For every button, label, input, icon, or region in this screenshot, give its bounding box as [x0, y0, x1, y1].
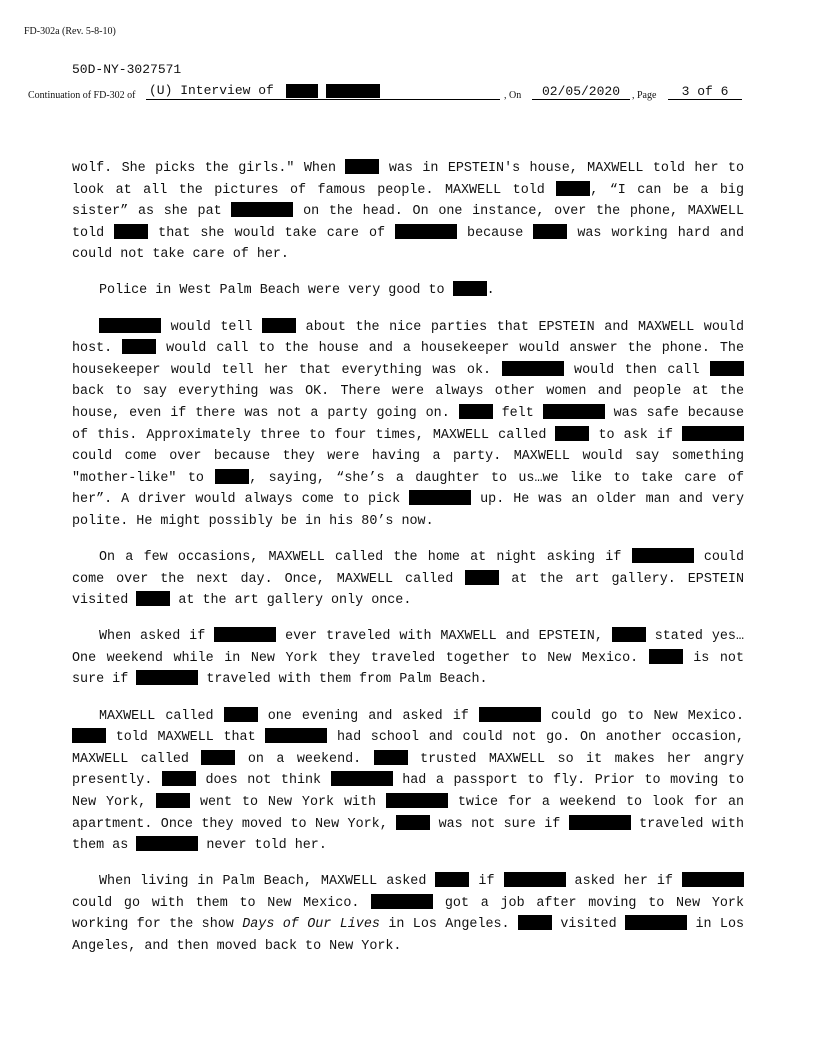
redaction-bar [201, 750, 235, 765]
text-run: trusted MAXWELL so it makes her angry presently. [72, 751, 744, 789]
redaction-bar [682, 872, 744, 887]
redaction-bar [395, 224, 457, 239]
redaction-bar [504, 872, 566, 887]
text-run: about the nice parties that EPSTEIN and MAXWELL would host. [72, 319, 744, 357]
text-run: got a job after moving to New York working for the show [72, 895, 745, 933]
subject-field [146, 84, 500, 100]
redaction-bar [114, 224, 148, 239]
text-run: could go with them to New Mexico. [72, 895, 372, 911]
text-run: back to say everything was OK. There were always other women and people at the house, even if there was not a party going on. [72, 384, 744, 421]
text-run: went to New York with [190, 794, 386, 810]
text-run: wolf. She picks the girls." When [72, 161, 346, 176]
text-run: MAXWELL called [99, 708, 224, 724]
redaction-bar [632, 548, 694, 563]
redaction-bar [224, 707, 258, 722]
text-run: could come over because they were having a party. MAXWELL would say something "mother-like" to [72, 449, 744, 486]
redaction-bar [286, 84, 318, 98]
redaction-bar [465, 570, 499, 585]
redaction-bar [136, 836, 198, 851]
redaction-bar [136, 670, 198, 685]
text-run: When asked if [99, 629, 215, 645]
text-run: is not sure if [72, 650, 744, 688]
form-id: FD-302a (Rev. 5-8-10) [24, 26, 116, 37]
body-paragraph [72, 706, 744, 857]
text-run: ever traveled with MAXWELL and EPSTEIN, [276, 629, 612, 645]
redaction-bar [409, 490, 471, 505]
redaction-bar [122, 339, 156, 354]
body-paragraph [72, 158, 744, 266]
redaction-bar [518, 915, 552, 930]
continuation-line [28, 84, 748, 104]
redaction-bar [214, 627, 276, 642]
redaction-bar [710, 361, 744, 376]
text-run: in Los Angeles. [379, 917, 518, 933]
redaction-bar [99, 318, 161, 333]
body-paragraph [72, 280, 744, 302]
subject-text: (U) Interview of [149, 83, 274, 98]
redaction-bar [156, 793, 190, 808]
redaction-bar [453, 281, 487, 296]
text-run: felt [492, 405, 543, 421]
redaction-bar [502, 361, 564, 376]
redaction-bar [371, 894, 433, 909]
redaction-bar [612, 627, 646, 642]
text-run: on a weekend. [235, 751, 374, 767]
redaction-bar [556, 181, 590, 196]
redaction-bar [136, 591, 170, 606]
redaction-bar [396, 815, 430, 830]
text-run: never told her. [198, 838, 327, 854]
redaction-bar [326, 84, 380, 98]
on-label: , On [504, 90, 522, 101]
redaction-bar [386, 793, 448, 808]
date-field [532, 84, 630, 100]
text-run: on the head. On one instance, over the phone, MAXWELL told [72, 204, 744, 241]
text-run: visited [551, 917, 626, 933]
document-body [72, 158, 744, 972]
text-run: , “I can be a big sister” as she pat [72, 182, 745, 220]
text-run: one evening and asked if [257, 708, 479, 724]
redaction-bar [215, 469, 249, 484]
continuation-label: Continuation of FD-302 of [28, 90, 136, 101]
text-run: traveled with them as [72, 816, 744, 854]
text-run: because [457, 225, 534, 241]
text-run: was not sure if [430, 816, 569, 832]
date-text: 02/05/2020 [541, 84, 620, 99]
text-run: could go to New Mexico. [540, 708, 744, 724]
redaction-bar [162, 771, 196, 786]
text-run: told MAXWELL that [106, 730, 266, 746]
redaction-bar [555, 426, 589, 441]
text-run: was in EPSTEIN's house, MAXWELL told her to look at all the pictures of famous people. MAXWELL told [72, 161, 744, 198]
text-run: was safe because of this. Approximately three to four times, MAXWELL called [72, 405, 744, 443]
text-run: On a few occasions, MAXWELL called the home at night asking if [99, 550, 632, 565]
page-field [668, 84, 742, 100]
text-run: would tell [161, 319, 263, 335]
body-paragraph [72, 626, 744, 691]
text-run: Police in West Palm Beach were very good to [99, 283, 453, 299]
text-run: stated yes…One weekend while in New York they traveled together to New Mexico. [72, 629, 745, 666]
text-run: twice for a weekend to look for an apartment. Once they moved to New York, [72, 794, 745, 832]
redaction-bar [459, 404, 493, 419]
redaction-bar [265, 728, 327, 743]
page-number: 3 of 6 [681, 84, 729, 99]
text-run: if [469, 874, 504, 890]
redaction-bar [435, 872, 469, 887]
italic-title: Days of Our Lives [242, 917, 380, 933]
text-run: traveled with them from Palm Beach. [198, 672, 488, 688]
body-paragraph [72, 547, 744, 612]
redaction-bar [569, 815, 631, 830]
body-paragraph [72, 871, 744, 957]
redaction-bar [262, 318, 296, 333]
redaction-bar [682, 426, 744, 441]
text-run: would call to the house and a housekeeper would answer the phone. The housekeeper would tell her that everything was ok. [72, 341, 745, 378]
redaction-bar [231, 202, 293, 217]
text-run: up. He was an older man and very polite. He might possibly be in his 80’s now. [72, 492, 744, 529]
text-run: . [486, 283, 495, 299]
redaction-bar [331, 771, 393, 786]
text-run: could come over the next day. Once, MAXWELL called [72, 550, 745, 587]
text-run: that she would take care of [148, 225, 396, 241]
redaction-bar [479, 707, 541, 722]
text-run: would then call [563, 362, 710, 378]
text-run: in Los Angeles, and then moved back to New York. [72, 917, 745, 954]
text-run: at the art gallery only once. [170, 593, 412, 609]
page-label: , Page [632, 90, 657, 101]
text-run: had a passport to fly. Prior to moving to New York, [72, 773, 744, 810]
redaction-bar [374, 750, 408, 765]
text-run: does not think [195, 773, 331, 789]
text-run: , saying, “she’s a daughter to us…we like to take care of her”. A driver would always come to pick [72, 470, 744, 508]
body-paragraph [72, 317, 744, 533]
redaction-bar [72, 728, 106, 743]
redaction-bar [533, 224, 567, 239]
text-run: to ask if [589, 427, 682, 443]
redaction-bar [625, 915, 687, 930]
file-number: 50D-NY-3027571 [72, 62, 182, 77]
text-run: asked her if [565, 874, 682, 890]
redaction-bar [543, 404, 605, 419]
text-run: had school and could not go. On another occasion, MAXWELL called [72, 730, 744, 767]
text-run: was working hard and could not take care of her. [72, 225, 744, 263]
text-run: When living in Palm Beach, MAXWELL asked [99, 874, 436, 890]
text-run: at the art gallery. EPSTEIN visited [72, 571, 744, 609]
redaction-bar [649, 649, 683, 664]
redaction-bar [345, 159, 379, 174]
